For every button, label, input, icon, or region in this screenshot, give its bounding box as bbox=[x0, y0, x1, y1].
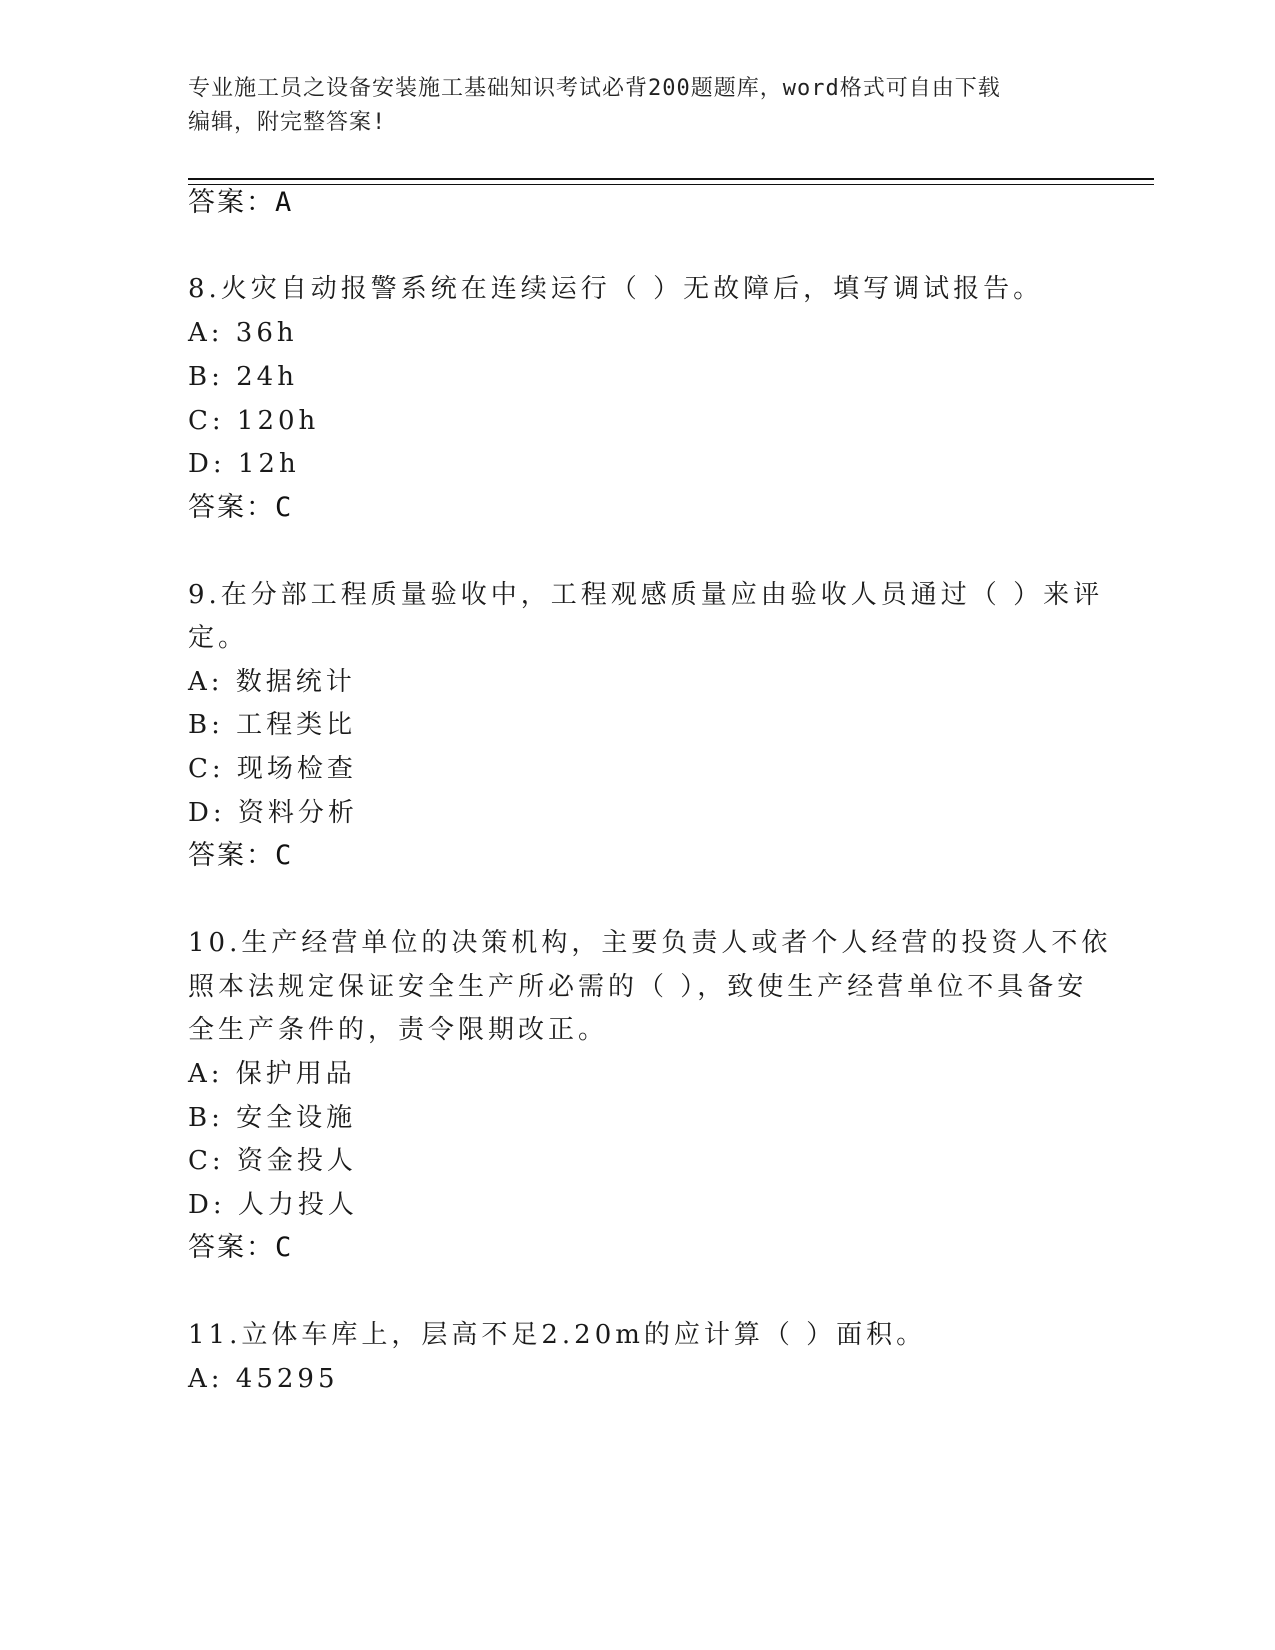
question-9-answer: 答案：C bbox=[188, 840, 294, 871]
question-10-option-a: A: 保护用品 bbox=[188, 1059, 356, 1089]
question-9-option-b: B: 工程类比 bbox=[188, 710, 357, 740]
question-10-option-c: C: 资金投人 bbox=[188, 1146, 357, 1176]
question-8-option-b: B: 24h bbox=[188, 362, 298, 392]
answer-prev: 答案：A bbox=[188, 187, 294, 218]
question-8-option-a: A: 36h bbox=[188, 318, 298, 348]
header-line-1: 专业施工员之设备安装施工基础知识考试必背200题题库，word格式可自由下载 bbox=[188, 76, 1001, 101]
question-9-text-line-1: 9.在分部工程质量验收中，工程观感质量应由验收人员通过（ ）来评 bbox=[188, 580, 1104, 610]
question-8-option-d: D: 12h bbox=[188, 449, 300, 479]
question-8-option-c: C: 120h bbox=[188, 406, 320, 436]
question-9-text-line-2: 定。 bbox=[188, 623, 249, 653]
header-line-2: 编辑，附完整答案! bbox=[188, 110, 387, 135]
question-11-text: 11.立体车库上，层高不足2.20m的应计算（ ）面积。 bbox=[188, 1320, 927, 1350]
question-10-text-line-3: 全生产条件的，责令限期改正。 bbox=[188, 1015, 609, 1045]
header-divider-thick bbox=[188, 178, 1154, 180]
question-11-option-a: A: 45295 bbox=[188, 1364, 339, 1394]
question-9-option-a: A: 数据统计 bbox=[188, 667, 356, 697]
question-10-text-line-2: 照本法规定保证安全生产所必需的（ ），致使生产经营单位不具备安 bbox=[188, 972, 1088, 1002]
question-9-option-c: C: 现场检查 bbox=[188, 754, 357, 784]
question-8-answer: 答案：C bbox=[188, 492, 294, 523]
document-header bbox=[188, 72, 1088, 140]
question-10-text-line-1: 10.生产经营单位的决策机构，主要负责人或者个人经营的投资人不依 bbox=[188, 928, 1112, 958]
question-9-option-d: D: 资料分析 bbox=[188, 798, 358, 828]
header-divider-thin bbox=[188, 184, 1154, 185]
question-10-option-b: B: 安全设施 bbox=[188, 1103, 357, 1133]
question-10-option-d: D: 人力投人 bbox=[188, 1190, 358, 1220]
question-10-answer: 答案：C bbox=[188, 1232, 294, 1263]
question-8-text: 8.火灾自动报警系统在连续运行（ ）无故障后，填写调试报告。 bbox=[188, 274, 1044, 304]
